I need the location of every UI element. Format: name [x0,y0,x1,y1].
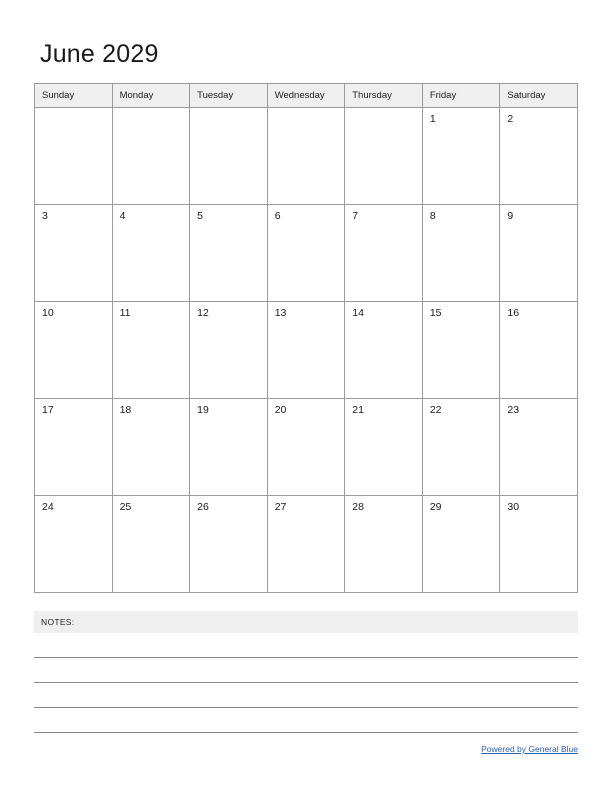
calendar-day-cell[interactable] [267,496,345,593]
day-number: 11 [119,307,131,319]
day-number: 16 [507,307,520,319]
day-number: 30 [507,501,520,513]
day-number: 8 [429,210,436,222]
calendar-day-cell[interactable] [422,496,500,593]
calendar-day-cell[interactable] [500,302,578,399]
month-calendar-table [34,83,578,593]
calendar-body [35,108,578,593]
calendar-day-cell[interactable] [500,205,578,302]
weekday-header-saturday: Saturday [500,84,578,108]
calendar-day-cell[interactable] [190,399,268,496]
calendar-day-cell[interactable] [190,108,268,205]
day-number: 7 [352,210,359,222]
footer [34,739,578,757]
day-number: 2 [507,113,514,125]
calendar-week-row [35,205,578,302]
day-number: 12 [197,307,209,319]
weekday-header-monday: Monday [112,84,190,108]
calendar-day-cell[interactable] [35,496,113,593]
calendar-header-row [35,84,578,108]
calendar-day-cell[interactable] [112,302,190,399]
notes-label: NOTES: [41,617,75,627]
notes-line[interactable] [34,708,578,733]
day-number: 21 [352,404,364,416]
day-number: 24 [42,501,54,513]
day-number: 15 [429,307,442,319]
calendar-week-row [35,302,578,399]
calendar-day-cell[interactable] [267,108,345,205]
calendar-day-cell[interactable] [112,108,190,205]
weekday-header-thursday: Thursday [345,84,423,108]
day-number: 20 [274,404,287,416]
day-number: 18 [119,404,132,416]
weekday-header-friday: Friday [422,84,500,108]
notes-line[interactable] [34,633,578,658]
calendar-day-cell[interactable] [345,399,423,496]
day-number: 3 [42,210,48,222]
day-number: 26 [197,501,209,513]
day-number: 6 [274,210,281,222]
calendar-day-cell[interactable] [345,108,423,205]
calendar-day-cell[interactable] [422,399,500,496]
day-number: 1 [429,113,436,125]
day-number: 17 [42,404,54,416]
calendar-day-cell[interactable] [345,496,423,593]
calendar-week-row [35,399,578,496]
calendar-day-cell[interactable] [35,399,113,496]
calendar-week-row [35,108,578,205]
weekday-header-sunday: Sunday [35,84,113,108]
calendar-day-cell[interactable] [190,302,268,399]
calendar-day-cell[interactable] [267,302,345,399]
notes-line[interactable] [34,658,578,683]
calendar-week-row [35,496,578,593]
weekday-header-tuesday: Tuesday [190,84,268,108]
page-title: June 2029 [40,40,159,68]
calendar-day-cell[interactable] [422,108,500,205]
day-number: 25 [119,501,132,513]
day-number: 28 [352,501,364,513]
day-number: 9 [507,210,514,222]
day-number: 14 [352,307,364,319]
calendar-day-cell[interactable] [190,205,268,302]
calendar-day-cell[interactable] [267,205,345,302]
notes-lines [34,633,578,733]
day-number: 5 [197,210,203,222]
day-number: 27 [274,501,287,513]
calendar-day-cell[interactable] [500,496,578,593]
day-number: 22 [429,404,442,416]
calendar-day-cell[interactable] [112,205,190,302]
day-number: 19 [197,404,209,416]
calendar-day-cell[interactable] [190,496,268,593]
calendar-day-cell[interactable] [345,205,423,302]
calendar-day-cell[interactable] [345,302,423,399]
weekday-header-wednesday: Wednesday [267,84,345,108]
calendar-day-cell[interactable] [500,108,578,205]
calendar-day-cell[interactable] [35,205,113,302]
calendar-day-cell[interactable] [112,399,190,496]
powered-by-link[interactable]: Powered by General Blue [481,744,578,754]
day-number: 4 [119,210,126,222]
calendar-day-cell[interactable] [267,399,345,496]
calendar-day-cell[interactable] [422,302,500,399]
day-number: 23 [507,404,520,416]
calendar-day-cell[interactable] [35,302,113,399]
notes-header [34,611,578,633]
calendar-day-cell[interactable] [112,496,190,593]
calendar-day-cell[interactable] [35,108,113,205]
day-number: 13 [274,307,287,319]
day-number: 29 [429,501,442,513]
day-number: 10 [42,307,54,319]
calendar-day-cell[interactable] [500,399,578,496]
calendar-day-cell[interactable] [422,205,500,302]
notes-line[interactable] [34,683,578,708]
